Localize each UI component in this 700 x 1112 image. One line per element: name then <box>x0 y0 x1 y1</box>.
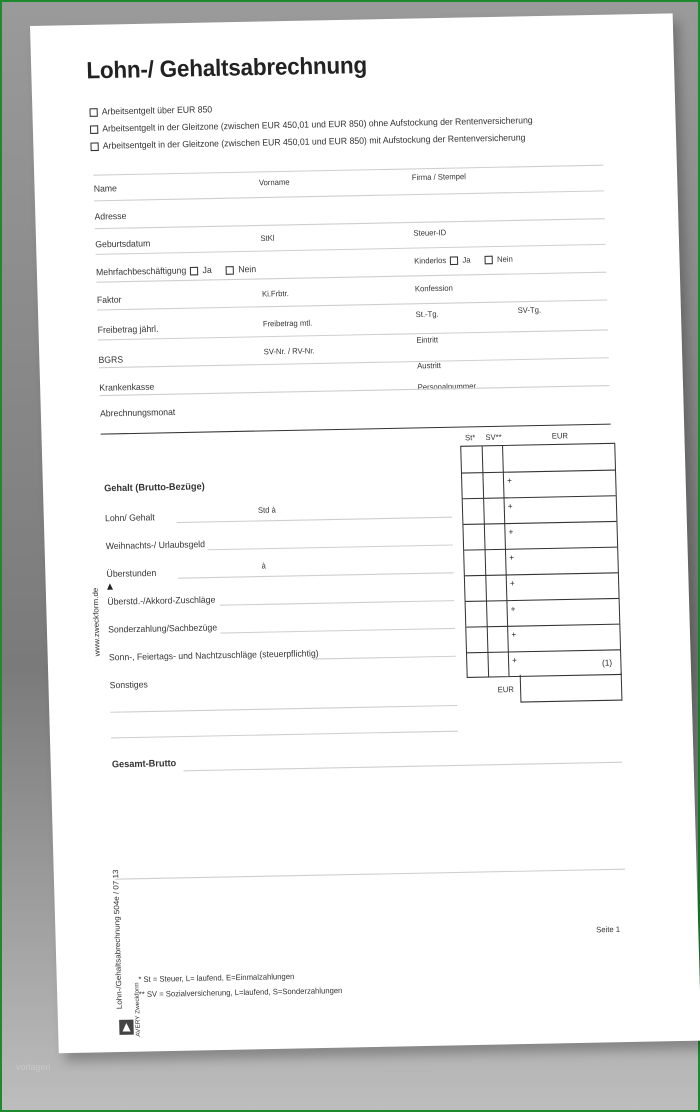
form-line <box>96 244 606 255</box>
gehalt-heading: Gehalt (Brutto-Bezüge) <box>104 480 205 494</box>
form-line <box>100 385 610 396</box>
website-label: www.zweckform.de <box>90 587 102 657</box>
label-kinderlos: Kinderlos Ja Nein <box>414 254 513 266</box>
label-stkl: StKl <box>260 233 275 244</box>
label-krankenkasse: Krankenkasse <box>99 381 155 393</box>
col-header-sv: SV** <box>485 432 502 443</box>
gehalt-item: Sonstiges <box>109 678 148 691</box>
label-svtg: SV-Tg. <box>517 305 542 316</box>
form-line <box>99 357 609 368</box>
col-header-st: St* <box>464 432 476 443</box>
footnote-steuer: * St = Steuer, L= laufend, E=Einmalzahlungen <box>138 971 295 985</box>
label-vorname: Vorname <box>258 177 290 188</box>
plus-sign: + <box>509 552 515 563</box>
plus-sign: + <box>507 501 513 512</box>
a-label: à <box>261 560 266 571</box>
checkbox-icon[interactable] <box>450 256 458 265</box>
page-number: Seite 1 <box>596 924 621 935</box>
label-abrechnungsmonat: Abrechnungsmonat <box>99 406 176 419</box>
gehalt-item: Überstunden <box>106 567 157 580</box>
option-3[interactable]: Arbeitsentgelt in der Gleitzone (zwischen EUR 450,01 und EUR 850) mit Aufstockung der Rentenversicherung <box>90 132 525 151</box>
label-adresse: Adresse <box>94 210 127 222</box>
label-faktor: Faktor <box>96 293 122 306</box>
gehalt-item: Weihnachts-/ Urlaubsgeld <box>105 538 206 552</box>
gehalt-item: Überstd.-/Akkord-Zuschläge <box>107 594 216 607</box>
label-kifrbtr: Ki.Frbtr. <box>261 288 289 299</box>
label-freibetrag-jahr: Freibetrag jährl. <box>97 323 159 336</box>
label-geburtsdatum: Geburtsdatum <box>95 237 151 250</box>
brand-label: AVERY Zweckform <box>134 982 143 1037</box>
std-a-label: Std à <box>257 505 276 516</box>
form-line <box>94 190 604 201</box>
label-konfession: Konfession <box>414 283 453 294</box>
form-id-label: Lohn-/Gehaltsabrechnung 504e / 07 13 <box>110 869 124 1010</box>
checkbox-icon[interactable] <box>226 266 234 275</box>
form-line <box>95 218 605 229</box>
plus-sign: + <box>510 604 516 614</box>
form-line <box>93 165 603 176</box>
total-box[interactable] <box>520 673 623 703</box>
label-eintritt: Eintritt <box>416 334 439 345</box>
label-bgrs: BGRS <box>98 353 124 366</box>
footnote-sv: ** SV = Sozialversicherung, L=laufend, S=Sonderzahlungen <box>138 985 343 1000</box>
amount-grid <box>460 443 622 678</box>
gesamt-brutto-label: Gesamt-Brutto <box>111 757 177 770</box>
plus-sign: + <box>506 475 513 486</box>
checkbox-icon[interactable] <box>90 142 98 151</box>
plus-sign: + <box>508 527 514 537</box>
col-header-eur: EUR <box>551 430 569 441</box>
form-title: Lohn-/ Gehaltsabrechnung <box>85 51 368 84</box>
eur-label: EUR <box>497 684 514 695</box>
plus-sign: + <box>512 655 518 666</box>
avery-logo-icon <box>119 1020 134 1035</box>
label-sttg: St.-Tg. <box>415 309 439 320</box>
gehalt-item: Sonn-, Feiertags- und Nachtzuschläge (steuerpflichtig) <box>108 647 319 663</box>
row-marker: (1) <box>601 658 613 668</box>
form-divider <box>101 424 611 435</box>
option-2[interactable]: Arbeitsentgelt in der Gleitzone (zwischen EUR 450,01 und EUR 850) ohne Aufstockung der Rentenversicherung <box>90 115 533 134</box>
form-line <box>98 329 608 340</box>
plus-sign: + <box>509 578 515 589</box>
form-sheet <box>30 13 700 1053</box>
label-austritt: Austritt <box>417 360 442 371</box>
triangle-icon: ▲ <box>104 581 116 594</box>
checkbox-icon[interactable] <box>485 256 493 265</box>
label-firma: Firma / Stempel <box>411 171 466 183</box>
plus-sign: + <box>511 629 517 640</box>
label-mehrfach: Mehrfachbeschäftigung Ja Nein <box>95 263 257 278</box>
watermark-text: vorlagen <box>16 1062 51 1072</box>
gehalt-item: Lohn/ Gehalt <box>104 511 155 524</box>
label-steuerid: Steuer-ID <box>413 227 447 238</box>
label-name: Name <box>93 182 118 194</box>
label-svnr: SV-Nr. / RV-Nr. <box>263 345 315 357</box>
checkbox-icon[interactable] <box>90 125 98 134</box>
label-personalnummer: Personalnummer <box>417 381 477 393</box>
gehalt-item: Sonderzahlung/Sachbezüge <box>108 621 218 635</box>
label-freibetrag-mtl: Freibetrag mtl. <box>262 318 313 329</box>
option-1[interactable]: Arbeitsentgelt über EUR 850 <box>89 104 212 117</box>
checkbox-icon[interactable] <box>89 108 97 117</box>
checkbox-icon[interactable] <box>190 267 198 276</box>
